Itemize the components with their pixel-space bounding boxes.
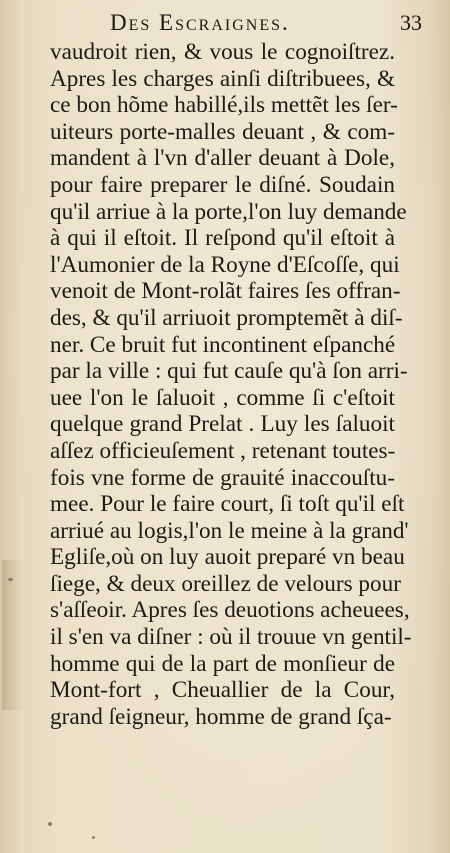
text-line: Egliſe,où on luy auoit preparé vn beau	[50, 544, 405, 571]
text-line: l'Aumonier de la Royne d'Eſcoſſe, qui	[50, 251, 400, 278]
page-number: 33	[400, 10, 422, 35]
text-line: ner. Ce bruit fut incontinent eſpanché	[50, 331, 396, 358]
page-stain	[2, 560, 24, 710]
paper-speck	[92, 836, 95, 839]
text-line: Mont-fort , Cheuallier de la Cour,	[50, 677, 395, 704]
text-line: il s'en va diſner : où il trouue vn gentil-	[50, 624, 412, 651]
text-line: ce bon hõme habillé,ils mettẽt les ſer-	[50, 92, 398, 119]
text-line: quelque grand Prelat . Luy les ſaluoit	[50, 411, 395, 438]
text-line: vaudroit rien, & vous le cognoiſtrez.	[50, 39, 395, 65]
text-line: aſſez officieuſement , retenant toutes-	[50, 437, 396, 464]
text-line: uiteurs porte-malles deuant , & com-	[50, 118, 395, 145]
paper-speck	[8, 578, 13, 581]
text-line: uee l'on le ſaluoit , comme ſi c'eſtoit	[50, 384, 395, 411]
text-line: par la ville : qui fut cauſe qu'à ſon arri-	[50, 358, 408, 385]
text-line: arriué au logis,l'on le meine à la grand'	[50, 517, 409, 544]
paper-speck	[48, 822, 52, 826]
text-line: mandent à l'vn d'aller deuant à Dole,	[50, 145, 395, 172]
text-line: s'aſſeoir. Apres ſes deuotions acheuees,	[50, 597, 410, 624]
text-line: qu'il arriue à la porte,l'on luy demande	[50, 198, 407, 225]
text-line: fois vne forme de grauité inaccouſtu-	[50, 464, 395, 491]
text-line: mee. Pour le faire court, ſi toſt qu'il eſt	[50, 491, 405, 518]
text-line: Apres les charges ainſi diſtribuees, &	[50, 65, 395, 92]
running-head	[0, 10, 450, 40]
text-line: venoit de Mont-rolãt faires ſes offran-	[50, 278, 401, 305]
text-line: ſiege, & deux oreillez de velours pour	[50, 570, 401, 597]
text-line: des, & qu'il arriuoit promptemẽt à diſ-	[50, 304, 403, 331]
body-text	[50, 39, 412, 730]
text-line: pour faire preparer le diſné. Soudain	[50, 171, 395, 198]
text-line: homme qui de la part de monſieur de	[50, 650, 395, 677]
running-title: Des Escraignes.	[110, 10, 290, 35]
text-line: grand ſeigneur, homme de grand ſça-	[50, 703, 392, 730]
text-line: à qui il eſtoit. Il reſpond qu'il eſtoit à	[50, 225, 395, 252]
